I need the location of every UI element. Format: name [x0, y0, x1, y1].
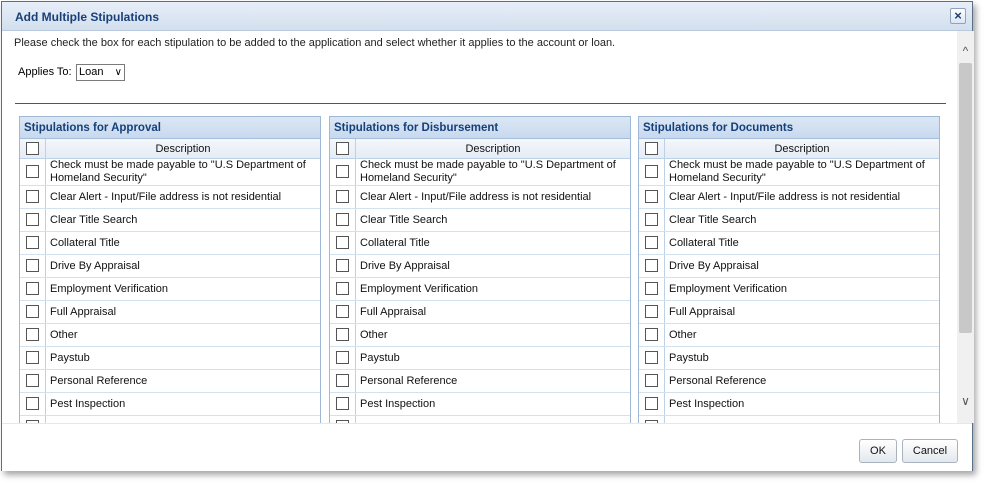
column-header-row: [639, 139, 939, 159]
row-description: Collateral Title: [360, 236, 430, 249]
row-checkbox[interactable]: [26, 282, 39, 295]
row-description: Collateral Title: [50, 236, 120, 249]
row-checkbox[interactable]: [336, 351, 349, 364]
column-header-row: [330, 139, 630, 159]
row-description: Personal Reference: [360, 374, 458, 387]
table-row: [20, 393, 320, 416]
row-checkbox[interactable]: [336, 259, 349, 272]
row-checkbox[interactable]: [336, 397, 349, 410]
row-description: Employment Verification: [360, 282, 478, 295]
table-row: [639, 232, 939, 255]
vertical-scrollbar[interactable]: [957, 31, 974, 423]
row-checkbox[interactable]: [26, 213, 39, 226]
table-row: [330, 255, 630, 278]
row-description: Full Appraisal: [50, 305, 117, 318]
column-header-description: Description: [155, 143, 211, 155]
row-checkbox[interactable]: [26, 305, 39, 318]
table-row: [330, 393, 630, 416]
row-checkbox[interactable]: [26, 374, 39, 387]
table-row: [20, 370, 320, 393]
table-row: [20, 232, 320, 255]
table-row: [330, 347, 630, 370]
row-checkbox[interactable]: [645, 328, 658, 341]
row-checkbox[interactable]: [26, 397, 39, 410]
row-description: Clear Alert - Input/File address is not residential: [669, 190, 901, 203]
scroll-thumb[interactable]: [959, 63, 972, 333]
cancel-button[interactable]: Cancel: [902, 439, 958, 463]
row-checkbox[interactable]: [336, 236, 349, 249]
row-description: Full Appraisal: [669, 305, 736, 318]
table-row: [639, 393, 939, 416]
table-row: [639, 186, 939, 209]
row-description: Pest Inspection: [50, 397, 126, 410]
ok-button[interactable]: OK: [859, 439, 897, 463]
row-checkbox[interactable]: [645, 236, 658, 249]
applies-to-label: Applies To:: [18, 66, 72, 78]
table-row: [20, 255, 320, 278]
row-description: Pest Inspection: [669, 397, 745, 410]
row-checkbox[interactable]: [336, 282, 349, 295]
panel-title: Stipulations for Disbursement: [330, 117, 630, 139]
row-description: Full Appraisal: [360, 305, 427, 318]
table-row: [20, 324, 320, 347]
row-checkbox[interactable]: [645, 190, 658, 203]
row-description: Drive By Appraisal: [50, 259, 140, 272]
table-row: [330, 159, 630, 186]
panel-disbursement: [329, 116, 631, 423]
table-row: [639, 159, 939, 186]
row-checkbox[interactable]: [645, 351, 658, 364]
panel-title: Stipulations for Documents: [639, 117, 939, 139]
row-checkbox[interactable]: [645, 305, 658, 318]
table-row: [20, 186, 320, 209]
row-description: Drive By Appraisal: [669, 259, 759, 272]
table-row: [330, 324, 630, 347]
table-row: [330, 301, 630, 324]
row-checkbox[interactable]: [645, 165, 658, 178]
row-description: Clear Alert - Input/File address is not residential: [50, 190, 282, 203]
select-all-checkbox[interactable]: [645, 142, 658, 155]
row-description: Clear Alert - Input/File address is not residential: [360, 190, 592, 203]
table-row: [330, 370, 630, 393]
row-description: Collateral Title: [669, 236, 739, 249]
table-row: [639, 255, 939, 278]
table-row: [20, 209, 320, 232]
table-row: [20, 159, 320, 186]
table-row: [639, 347, 939, 370]
row-checkbox[interactable]: [336, 374, 349, 387]
row-checkbox[interactable]: [26, 328, 39, 341]
row-description: Employment Verification: [50, 282, 168, 295]
add-multiple-stipulations-dialog: [1, 1, 973, 471]
table-row: [20, 301, 320, 324]
row-description: Clear Title Search: [50, 213, 138, 226]
dialog-titlebar: [2, 2, 972, 31]
select-all-checkbox[interactable]: [26, 142, 39, 155]
dialog-content: [2, 31, 957, 423]
row-checkbox[interactable]: [336, 190, 349, 203]
row-checkbox[interactable]: [336, 328, 349, 341]
row-checkbox[interactable]: [645, 259, 658, 272]
row-description: Employment Verification: [669, 282, 787, 295]
table-row: [330, 209, 630, 232]
panel-approval: [19, 116, 321, 423]
column-header-description: Description: [465, 143, 521, 155]
row-description: Personal Reference: [50, 374, 148, 387]
row-description: Personal Reference: [669, 374, 767, 387]
column-header-description: Description: [774, 143, 830, 155]
table-row: [639, 209, 939, 232]
row-checkbox[interactable]: [26, 259, 39, 272]
row-checkbox[interactable]: [645, 213, 658, 226]
row-checkbox[interactable]: [26, 351, 39, 364]
scroll-down-icon[interactable]: ∨: [961, 394, 970, 408]
row-description: Paystub: [50, 351, 90, 364]
select-all-checkbox[interactable]: [336, 142, 349, 155]
table-row: [20, 347, 320, 370]
table-row: [330, 416, 630, 423]
row-description: Clear Title Search: [669, 213, 757, 226]
close-icon[interactable]: ×: [950, 8, 966, 24]
row-description: Other: [50, 328, 78, 341]
table-row: [330, 278, 630, 301]
dialog-title: Add Multiple Stipulations: [15, 10, 159, 24]
row-checkbox[interactable]: [645, 374, 658, 387]
row-description: Other: [360, 328, 388, 341]
row-description: Paystub: [360, 351, 400, 364]
row-description: Other: [669, 328, 697, 341]
table-row: [639, 370, 939, 393]
dialog-footer: [2, 423, 972, 471]
panel-title: Stipulations for Approval: [20, 117, 320, 139]
table-row: [20, 278, 320, 301]
panel-documents: [638, 116, 940, 423]
applies-to-value: Loan: [79, 66, 104, 78]
table-row: [639, 301, 939, 324]
table-row: [639, 278, 939, 301]
row-checkbox[interactable]: [336, 165, 349, 178]
table-row: [330, 232, 630, 255]
column-header-row: [20, 139, 320, 159]
applies-to-group: [18, 66, 122, 78]
row-checkbox[interactable]: [645, 282, 658, 295]
row-description: Clear Title Search: [360, 213, 448, 226]
divider: [15, 103, 946, 104]
row-description: Check must be made payable to "U.S Department of Homeland Security": [50, 159, 306, 184]
table-row: [330, 186, 630, 209]
instructions-text: Please check the box for each stipulation to be added to the application and select whether it applies to the account or loan.: [14, 37, 616, 49]
row-description: Pest Inspection: [360, 397, 436, 410]
row-checkbox[interactable]: [26, 165, 39, 178]
row-checkbox[interactable]: [336, 305, 349, 318]
table-row: [639, 324, 939, 347]
table-row: [639, 416, 939, 423]
table-row: [20, 416, 320, 423]
row-description: Check must be made payable to "U.S Department of Homeland Security": [360, 159, 616, 184]
chevron-down-icon: ∨: [114, 67, 122, 78]
row-description: Drive By Appraisal: [360, 259, 450, 272]
row-checkbox[interactable]: [645, 397, 658, 410]
row-checkbox[interactable]: [26, 236, 39, 249]
scroll-up-icon[interactable]: ^: [962, 44, 969, 58]
applies-to-select[interactable]: [76, 64, 125, 81]
row-description: Check must be made payable to "U.S Department of Homeland Security": [669, 159, 925, 184]
row-checkbox[interactable]: [26, 190, 39, 203]
row-description: Paystub: [669, 351, 709, 364]
row-checkbox[interactable]: [336, 213, 349, 226]
